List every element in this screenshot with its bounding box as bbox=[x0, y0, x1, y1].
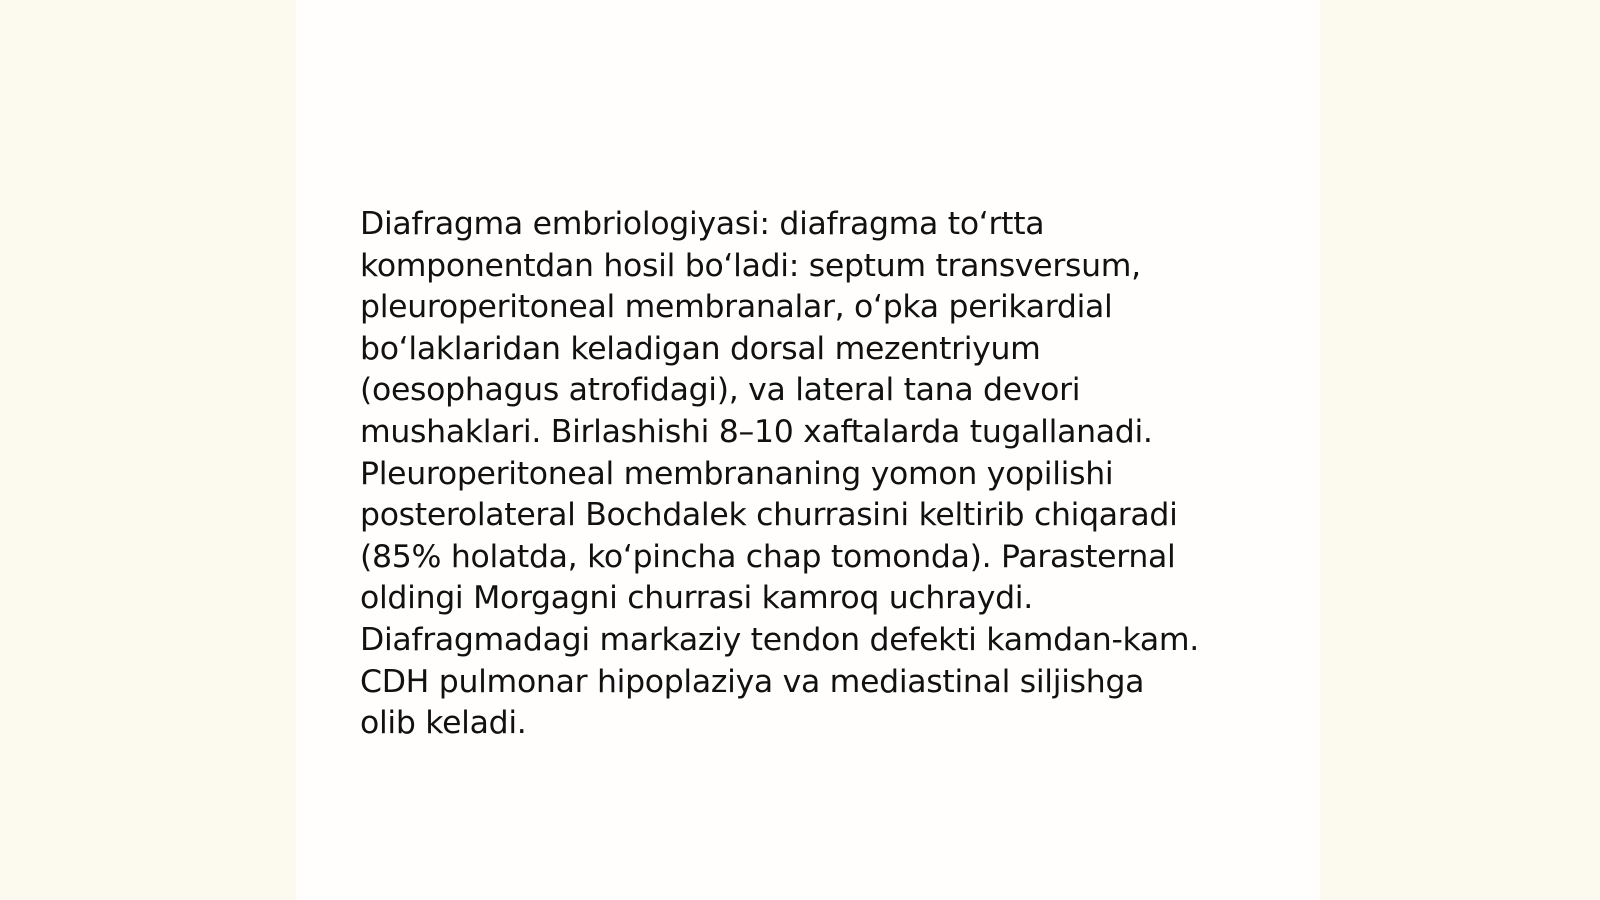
text-line-1: Diafragma embriologiyasi: diafragma to‘rtta bbox=[360, 206, 1045, 242]
right-margin-panel bbox=[1320, 0, 1600, 900]
text-line-2: komponentdan hosil bo‘ladi: septum transversum, bbox=[360, 247, 1141, 284]
text-line-8: posterolateral Bochdalek churrasini keltirib chiqaradi bbox=[360, 497, 1178, 534]
text-line-5: (oesophagus atrofidagi), va lateral tana devori bbox=[360, 372, 1081, 409]
text-line-10: oldingi Morgagni churrasi kamroq uchraydi. bbox=[360, 580, 1033, 617]
text-line-3: pleuroperitoneal membranalar, o‘pka perikardial bbox=[360, 289, 1113, 326]
text-line-7: Pleuroperitoneal membrananing yomon yopilishi bbox=[360, 455, 1114, 492]
text-line-12: CDH pulmonar hipoplaziya va mediastinal siljishga bbox=[360, 663, 1145, 700]
left-margin-panel bbox=[0, 0, 296, 900]
document-page bbox=[296, 0, 1320, 900]
text-line-11: Diafragmadagi markaziy tendon defekti kamdan-kam. bbox=[360, 621, 1199, 658]
text-line-13: olib keladi. bbox=[360, 705, 527, 742]
text-line-4: bo‘laklaridan keladigan dorsal mezentriyum bbox=[360, 330, 1041, 367]
text-line-6: mushaklari. Birlashishi 8–10 xaftalarda tugallanadi. bbox=[360, 413, 1153, 450]
body-paragraph bbox=[360, 204, 1260, 745]
text-line-9: (85% holatda, ko‘pincha chap tomonda). Parasternal bbox=[360, 538, 1176, 575]
